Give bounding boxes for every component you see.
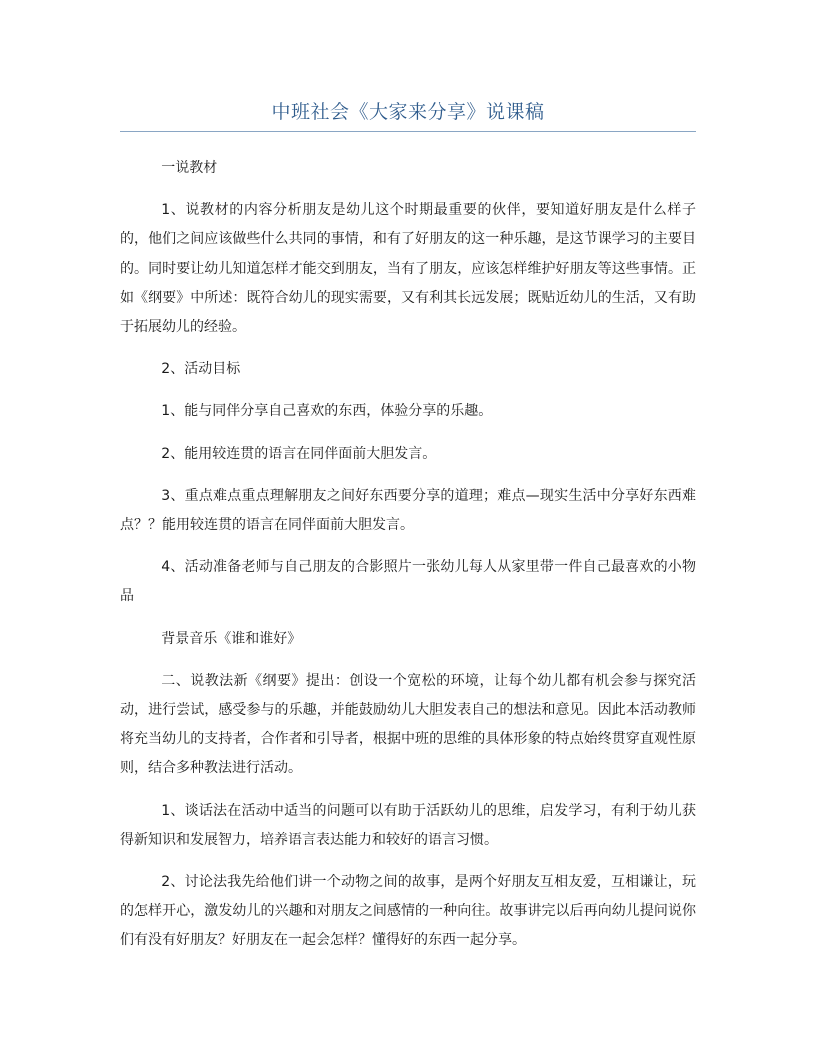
document-title: 中班社会《大家来分享》说课稿 <box>271 101 545 123</box>
paragraph-conversation-method: 1、谈话法在活动中适当的问题可以有助于活跃幼儿的思维，启发学习，有利于幼儿获得新知识和发展智力，培养语言表达能力和较好的语言习惯。 <box>120 802 696 848</box>
paragraph-key-points: 3、重点难点重点理解朋友之间好东西要分享的道理；难点—现实生活中分享好东西难点？？能用较连贯的语言在同伴面前大胆发言。 <box>120 487 696 534</box>
paragraph-goal-1: 1、能与同伴分享自己喜欢的东西，体验分享的乐趣。 <box>161 403 493 420</box>
paragraph-content-analysis: 1、说教材的内容分析朋友是幼儿这个时期最重要的伙伴，要知道好朋友是什么样子的，他们之间应该做些什么共同的事情，和有了好朋友的这一种乐趣，是这节课学习的主要目的。同时要让幼儿知道怎样才能交到朋友，当有了朋友，应该怎样维护好朋友等这些事情。正如《纲要》中所述：既符合幼儿的现实需要，又有利其长远发展；既贴近幼儿的生活，又有助于拓展幼儿的经验。 <box>120 202 696 336</box>
paragraph-preparation: 4、活动准备老师与自己朋友的合影照片一张幼儿每人从家里带一件自己最喜欢的小物品 <box>120 559 696 605</box>
paragraph-teaching-method: 二、说教法新《纲要》提出：创设一个宽松的环境，让每个幼儿都有机会参与探究活动，进行尝试，感受参与的乐趣，并能鼓励幼儿大胆发表自己的想法和意见。因此本活动教师将充当幼儿的支持者，合作者和引导者，根据中班的思维的具体形象的特点始终贯穿直观性原则，结合多种教法进行活动。 <box>120 672 696 777</box>
paragraph-background-music: 背景音乐《谁和谁好》 <box>161 630 302 647</box>
section-heading-teaching-material: 一说教材 <box>161 160 218 176</box>
paragraph-discussion-method: 2、讨论法我先给他们讲一个动物之间的故事，是两个好朋友互相友爱，互相谦让，玩的怎样开心，激发幼儿的兴趣和对朋友之间感情的一种向往。故事讲完以后再向幼儿提问说你们有没有好朋友？好朋友在一起会怎样？懂得好的东西一起分享。 <box>120 874 696 949</box>
section-heading-activity-goals: 2、活动目标 <box>161 361 241 378</box>
title-divider <box>120 131 696 132</box>
document-body <box>120 154 696 969</box>
paragraph-goal-2: 2、能用较连贯的语言在同伴面前大胆发言。 <box>161 445 437 462</box>
